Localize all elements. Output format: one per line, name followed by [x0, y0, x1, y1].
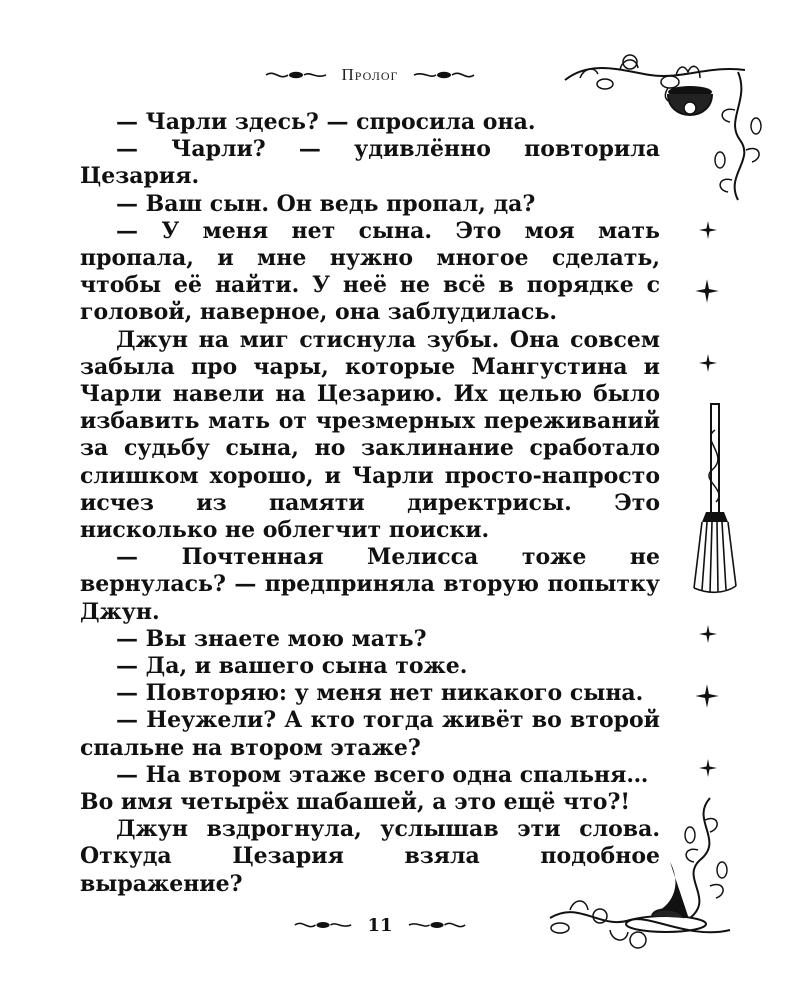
- paragraph: — Чарли? — удивлённо повторила Цезария.: [80, 136, 660, 190]
- vine-cauldron-ornament-icon: [560, 40, 780, 210]
- sparkle-star-icon: [694, 683, 720, 709]
- flourish-right-icon: [407, 918, 467, 932]
- paragraph: — Неужели? А кто тогда живёт во второй спальне на втором этаже?: [80, 707, 660, 761]
- chapter-title: Пролог: [341, 65, 399, 84]
- paragraph: Во имя четырёх шабашей, а это ещё что?!: [80, 789, 630, 816]
- paragraph: — Ваш сын. Он ведь пропал, да?: [116, 190, 536, 217]
- sparkle-star-icon: [694, 278, 720, 304]
- flourish-right-icon: [412, 68, 476, 82]
- paragraph: — Да, и вашего сына тоже.: [116, 653, 468, 680]
- sparkle-star-icon: [698, 624, 718, 644]
- paragraph: Джун вздрогнула, услышав эти слова. Откуда Цезария взяла подобное выражение?: [80, 816, 660, 897]
- vine-witch-hat-ornament-icon: [540, 790, 740, 970]
- page-footer: [270, 912, 490, 938]
- paragraph: — У меня нет сына. Это моя мать пропала, и мне нужно многое сделать, чтобы её найти. У неё не всё в порядке с головой, наверное, она заблудилась.: [80, 217, 660, 326]
- paragraph: — Почтенная Мелисса тоже не вернулась? — предприняла вторую попытку Джун.: [80, 544, 660, 625]
- sparkle-star-icon: [698, 220, 718, 240]
- paragraph: — На втором этаже всего одна спальня…: [116, 761, 649, 788]
- broom-ornament-icon: [690, 400, 740, 600]
- paragraph: Джун на миг стиснула зубы. Она совсем забыла про чары, которые Мангустина и Чарли навели на Цезарию. Их целью было избавить мать от чрезмерных переживаний за судьбу сына, но заклинание сработало слишком хорошо, и Чарли просто-напросто исчез из памяти директрисы. Это нисколько не облегчит поиски.: [80, 326, 660, 544]
- flourish-left-icon: [264, 68, 328, 82]
- flourish-left-icon: [293, 918, 353, 932]
- body-text: [80, 109, 660, 898]
- sparkle-star-icon: [698, 353, 718, 373]
- paragraph: — Повторяю: у меня нет никакого сына.: [116, 680, 644, 707]
- running-header: [230, 62, 510, 88]
- paragraph: — Вы знаете мою мать?: [116, 625, 427, 652]
- page-number: 11: [367, 914, 393, 936]
- paragraph: — Чарли здесь? — спросила она.: [116, 109, 536, 135]
- sparkle-star-icon: [698, 758, 718, 778]
